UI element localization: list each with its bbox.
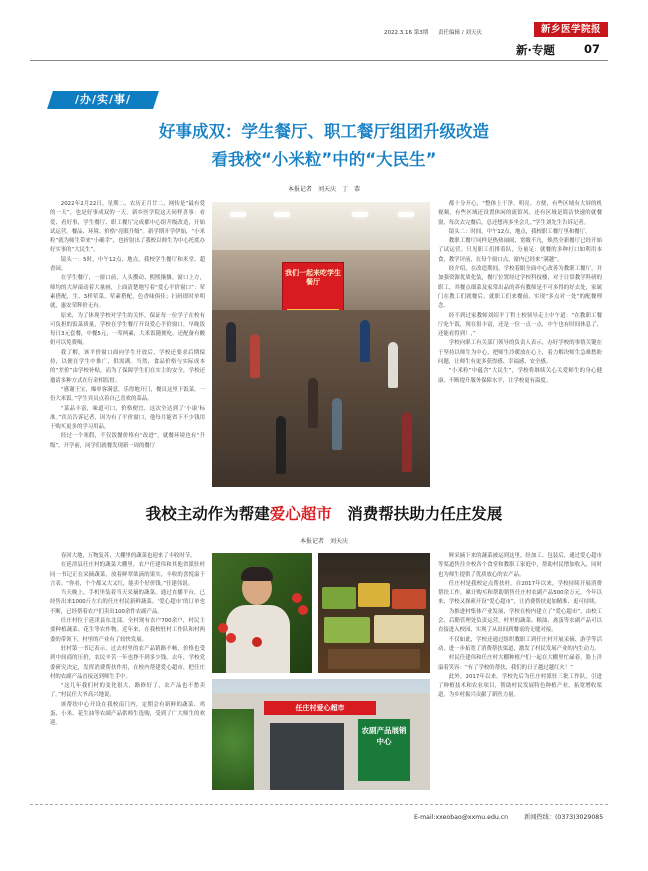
paragraph: 该帮扶中心开设在我校南门内，定期会有新鲜的蔬菜、鸡蛋、小米、花生油等农副产品供师生选购，受到了广大师生的欢迎。	[50, 701, 205, 727]
header-divider	[30, 60, 608, 61]
tomato-harvest-photo	[212, 553, 312, 673]
canteen-photo	[212, 202, 430, 487]
student-figure	[388, 342, 398, 388]
student-figure	[276, 416, 286, 474]
paragraph: 学校向职工有关部门领导的负责人表示，办好学校的事情关键在于坚持以师生为中心，把师生冷暖放在心上，着力解决师生急难愁盼问题，让师生有更多获得感、幸福感、安全感。	[438, 340, 602, 366]
paragraph: 镜头二：时间，中午12点，地点，我校职工餐厅里和餐厅。	[448, 228, 591, 235]
article2-title-highlight: 爱心超市	[269, 505, 332, 523]
paragraph: “感谢王宝，爆单客满意，乐得地开门，餐员这里下饭菜，一份大米饭。”学生宾员点着自己喜欢的菜品。	[50, 386, 205, 403]
paragraph: 不仅如此，学校还通过组织教职工到任庄村开展采摘、游学等活动，进一步拓宽了消费帮扶渠道，激发了村民发展产业的内生动力。	[438, 636, 602, 652]
produce-crate	[322, 587, 356, 609]
footer-hotline: 新闻热线：(0373)3029085	[524, 814, 604, 821]
paragraph: 鲜采摘下来的蔬菜被运到这里，经加工、包装后，通过爱心超市等渠道售往全校各个食堂和教职工家庭中，帮助村民增加收入，同时也为师生提供了优质放心的农产品。	[438, 553, 602, 578]
paragraph: 原来，为了体现学校对学生的关怀，保证每一位学子在校有可负担的饭菜质量，学校在学生餐厅开设爱心平价窗口，早晚饭每日3元套餐，中餐5元，一荤两素，大米饭随便吃，还配备有酸奶可以免费喝。	[50, 312, 205, 347]
ceiling-lamp	[352, 212, 368, 217]
issue-date: 2022.3.16 第3期	[384, 30, 429, 36]
article2-column-right	[438, 552, 602, 794]
paragraph: 经介绍，在改造期间，学校着眼全面中心改善为教职工餐厅，并加强资源优质化装，餐厅位置经过学校科技楼，对于日常教学科研的职工，其餐点细菜及家常出品的养有教师是不可多得的好去处，家属门在教工们就餐后，就职工们来餐前，实现“多点对一处”的配餐理念。	[438, 266, 602, 310]
paragraph: 为推进村集体产业发展，学校在校内建立了“爱心超市”，由校工会、后勤管理处负责运营，村里的蔬菜、粮油、禽蛋等农副产品可以直接进入校园，实现了从田间到餐桌的无缝对接。	[438, 608, 602, 634]
article2-title-post: 消费帮扶助力任庄发展	[331, 505, 503, 523]
tomato	[292, 593, 302, 603]
paragraph: 春回大地，万物复苏，大棚里的蔬菜也迎来了丰收时节。	[60, 553, 196, 559]
paragraph: 镜头一：5时，中午12点，地点，我校学生餐厅和米堂、超香园。	[50, 256, 205, 273]
tomato	[252, 637, 262, 647]
footer-divider	[30, 804, 608, 805]
produce-crate	[324, 617, 370, 643]
page-number: 07	[584, 42, 601, 56]
paragraph: 驻村第一书记表示，过去村里的农产品销路不畅，价格也受到中间商的压价，农民辛苦一年也挣不到多少钱。去年，学校党委研究决定，发挥消费帮扶作用，在校内帮建爱心超市，把任庄村的农副产品直接送到师生手中。	[50, 645, 205, 680]
paragraph: 我了解，该平价窗口面向学生开放后，学校还要求后期保持，以便在学生中推广，供需满。当然，食品价格与实际成本的“差价”由学校补贴。而为了保障学生们在实主的安全，学校还邀请多种方式在行金相监督。	[50, 349, 205, 384]
article1-title-line2: 看我校“小米粒”中的“大民生”	[211, 150, 437, 169]
paragraph: 经不到过家教师刘绍平丁哲士校领导走上中午道：“在教职工餐厅吃午饭，现在很丰富，还是一位一点一点，中午也有时间休息了，还能看得到！，”	[438, 312, 602, 338]
article2-title-pre: 我校主动作为帮建	[145, 505, 270, 523]
editor-credit: 责任编辑 / 刘天庆	[438, 30, 482, 36]
farmer-hair	[241, 567, 273, 581]
tomato	[226, 633, 236, 643]
store-banner: 农副产品展销中心	[358, 719, 410, 781]
ceiling-lamp	[398, 212, 414, 217]
paragraph: 村民任建伟和任庄村大棚种植户们一起在大棚里忙碌着，脸上洋溢着笑容：“有了学校的帮扶，我们的日子越过越红火！”	[438, 655, 602, 671]
canteen-ceiling	[212, 202, 430, 250]
store-door	[270, 723, 344, 790]
article2-column-left	[50, 552, 205, 794]
paragraph: 都十分开心，“整体上干净、明亮、方便，有些区域有大屏的机视频，有些区域还设置休闲的流馆风。还有区域是简洁快速的就餐窗，每次去完餐后，总还想再多坐会儿。”学生刘先生告诉记者。	[438, 201, 602, 226]
charity-store-photo	[212, 679, 430, 790]
paragraph: 任庄村是我校定点帮扶村，自2017年以来，学校持续开展消费帮扶工作，累计购买和帮助销售任庄村农副产品500余万元。今年以来，学校又探索开设“爱心超市”，让消费帮扶更加精准、更可持续。	[438, 580, 602, 606]
header-meta	[384, 28, 490, 36]
tomato	[218, 623, 228, 633]
student-figure	[402, 412, 412, 472]
paragraph: 在延津县任庄村的蔬菜大棚里，农户任建伟和其他省派驻村同一书记正在采摘蔬菜，放着鲜翠欲滴的果实，丰收的喜悦溢于言表。“你看，个个都又大又红，能卖个好价钱。”任建伟说。	[50, 562, 205, 587]
masthead: 新乡医学院报	[534, 22, 608, 37]
store-sign: 任庄村爱心超市	[264, 701, 376, 715]
footer	[400, 812, 603, 821]
tree	[212, 709, 254, 790]
article1-title-line1: 好事成双：学生餐厅、职工餐厅组团升级改造	[159, 122, 489, 141]
paragraph: 此外，2017年以来，学校先后为任庄村派驻三批工作队，引进了种植技术和农业项目，帮助村民发展特色种植产业，拓宽增收渠道，为乡村振兴贡献了新医力量。	[438, 673, 602, 699]
student-figure	[308, 378, 318, 428]
produce-crate	[392, 589, 426, 609]
produce-crate	[374, 615, 424, 643]
student-figure	[332, 398, 342, 450]
poster-title: 我们一起来吃学生餐厅	[285, 269, 341, 286]
paragraph: “小米粒”中蕴含“大民生”，学校将继续关心关爱师生的身心健康，不断提升服务保障水平，让学校更有温度。	[438, 368, 602, 384]
article1-column-right	[438, 200, 602, 490]
paragraph: 当天晚上，手机里装着当天采摘的蔬菜，通过直播平台，已经售出来1000斤左右的任庄村民新鲜蔬菜。‘爱心超市’的订单也不断，已经帮着农户们卖出100余件农副产品。	[50, 590, 205, 615]
ceiling-lamp	[230, 212, 246, 217]
paragraph: “菜品丰富，味道可口，价格便宜，这次全达到了‘小康’标准。”宾员告诉记者，因为有了平价窗口，他每月能省下不少钱用于购买更多的学习用品。	[50, 405, 205, 431]
student-figure	[226, 322, 236, 362]
column-tag-label: /办/实/事/	[74, 93, 132, 106]
footer-email: E-mail:xxeobao@xxmu.edu.cn	[414, 814, 509, 821]
paragraph: 2022年2月22日，星期二，农历正月廿二，网传是“最有爱的一天”，也是好事成双的一天。新乡医学院这天同样喜事：看爱、看好事，学生餐厅、职工餐厅完成都中心组升级改造，开始试运营。餐品、环境、价格“亮眼升级”。新学期开学伊始，“小米粒”就为师生带来“小确幸”，也折射出了我校以师生为中心托底办好实事的“大民生”。	[50, 201, 205, 254]
student-figure	[360, 320, 370, 362]
article1-byline: 本报记者 刘天庆 丁 恭	[287, 186, 360, 193]
article2-title	[0, 502, 648, 524]
produce-crate	[328, 649, 420, 669]
section-name: 新·专题	[516, 43, 555, 57]
article1-column-left	[50, 200, 205, 490]
produce-crate	[358, 583, 390, 607]
paragraph: 经过一个寒假，不仅饭餐价格有“改进”，就餐环境也有“升级”，开学前，同学们就餐发现新一周的餐厅	[50, 433, 205, 449]
paragraph: 在学生餐厅，一窗口前，人头攒动、熙熙攘攘。窗口上方，师均的大屏滚动着大量画，上面清楚地写着“爱心平价窗口”：荤素搭配，生、3样荤菜、荤素搭配，色香味俱佳；扫码即时单明就，惠安荣辉价无有。	[50, 275, 205, 310]
paragraph: “这几年我们村的变化很大，路修好了，农产品也不愁卖了。”村民任大爷高兴地说。	[50, 683, 205, 699]
student-figure	[250, 334, 260, 378]
tomato	[298, 605, 308, 615]
ceiling-lamp	[274, 212, 290, 217]
canteen-floor	[212, 310, 430, 487]
column-tag	[47, 91, 159, 109]
produce-display-photo	[318, 553, 430, 673]
article2-byline: 本报记者 刘天庆	[299, 538, 348, 545]
paragraph: 教职工餐厅同样是热热闹闹，宽敞不凡，焕然全新餐厅已经开始了试运营。只见职工们排着队，分量足：就餐的多种打口如利用本食，教学评前，在每个窗口点，窗内已经来“满越”。	[438, 238, 602, 263]
paragraph: 任庄村位于延津县东北部，全村现有农户700余户，村民主要种植蔬菜、花生等农作物。近年来，在我校驻村工作队和村两委的带领下，村里的产业有了较快发展。	[50, 618, 205, 643]
